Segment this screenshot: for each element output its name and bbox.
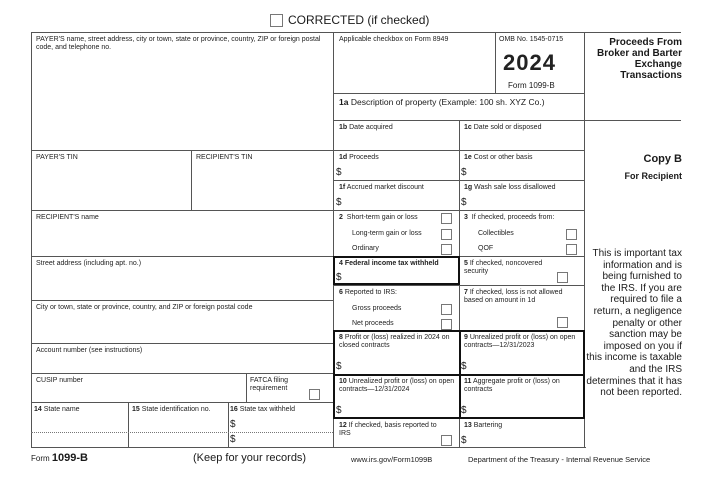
box-11-dollar: $ [461,405,467,416]
account-number-label: Account number (see instructions) [36,347,143,354]
cusip-label: CUSIP number [36,377,83,384]
box-1d-dollar: $ [336,167,342,178]
long-term-checkbox[interactable] [441,229,452,240]
box-1d-label: Proceeds [349,154,379,161]
box-1b-label: Date acquired [349,124,393,131]
box-9-label: Unrealized profit or (loss) on open contracts—12/31/2023 [464,334,576,349]
footer-form-label: Form 1099-B [31,452,88,464]
ordinary-checkbox[interactable] [441,244,452,255]
box-9-dollar: $ [461,361,467,372]
city-label: City or town, state or province, country, and ZIP or foreign postal code [36,304,253,311]
net-proceeds-checkbox[interactable] [441,319,452,330]
box-6-label: Reported to IRS: [344,289,397,296]
box-2-long-term-label: Long-term gain or loss [352,230,422,237]
box-10-dollar: $ [336,405,342,416]
footer-url: www.irs.gov/Form1099B [351,455,433,464]
box-1e-label: Cost or other basis [473,154,533,161]
box-2-label: Short-term gain or loss [346,214,418,221]
form-number-label: Form 1099-B [508,81,555,90]
box-13-dollar: $ [461,435,467,446]
box-13-label: Bartering [473,422,503,429]
box-4-dollar: $ [336,272,342,283]
form-8949-label: Applicable checkbox on Form 8949 [339,36,449,43]
box-6-gross-label: Gross proceeds [352,305,402,312]
tax-year: 2024 [503,50,556,75]
for-recipient-label: For Recipient [624,171,682,181]
box-16-dollar-2: $ [230,434,236,445]
box-5-label: If checked, noncovered security [464,260,543,275]
basis-reported-checkbox[interactable] [441,435,452,446]
box-3-label: If checked, proceeds from: [471,214,555,221]
box-3-collectibles-label: Collectibles [478,230,514,237]
collectibles-checkbox[interactable] [566,229,577,240]
form-title: Proceeds From Broker and Barter Exchange Transactions [596,37,682,81]
box-6-net-label: Net proceeds [352,320,394,327]
footer-keep-records: (Keep for your records) [193,452,307,464]
box-10-label: Unrealized profit or (loss) on open contracts—12/31/2024 [339,378,455,393]
corrected-label: CORRECTED (if checked) [288,13,430,27]
payer-tin-label: PAYER'S TIN [36,154,78,161]
box-15-label: State identification no. [141,406,211,413]
box-7-label: If checked, loss is not allowed based on amount in 1d [464,289,563,304]
box-1a-label: Description of property (Example: 100 sh. XYZ Co.) [350,97,545,107]
box-8-dollar: $ [336,361,342,372]
box-8-label: Profit or (loss) realized in 2024 on closed contracts [339,334,450,349]
omb-divider [495,32,496,93]
box-2-ordinary-label: Ordinary [352,245,379,252]
recipient-name-label: RECIPIENT'S name [36,214,99,221]
box-11-label: Aggregate profit or (loss) on contracts [464,378,560,393]
omb-number: OMB No. 1545-0715 [499,36,564,43]
box-16-dollar: $ [230,419,236,430]
box-4-label: Federal income tax withheld [344,260,439,267]
box-12-label: If checked, basis reported to IRS [339,422,437,437]
box-16-label: State tax withheld [239,406,296,413]
box-14-label: State name [43,406,80,413]
qof-checkbox[interactable] [566,244,577,255]
box-1g-label: Wash sale loss disallowed [474,184,556,191]
corrected-checkbox[interactable] [270,14,283,27]
payer-name-label: PAYER'S name, street address, city or town, state or province, country, ZIP or foreign postal code, and telephone no. [36,36,321,51]
street-address-label: Street address (including apt. no.) [36,260,142,267]
copy-b-label: Copy B [643,153,682,165]
irs-notice: This is important tax information and is being furnished to the IRS. If you are required to file a return, a negligence penalty or other sanction may be imposed on you if this income is taxable and the IRS determines that it has not been reported. [586,248,682,399]
short-term-checkbox[interactable] [441,213,452,224]
box-1e-dollar: $ [461,167,467,178]
gross-proceeds-checkbox[interactable] [441,304,452,315]
recipient-tin-label: RECIPIENT'S TIN [196,154,253,161]
fatca-checkbox[interactable] [309,389,320,400]
form-bottom-border [31,447,586,448]
form-left-border [31,32,32,447]
box-1g-dollar: $ [461,197,467,208]
fatca-label: FATCA filing requirement [250,377,288,392]
box-1f-label: Accrued market discount [346,184,424,191]
box-1c-label: Date sold or disposed [473,124,542,131]
footer-form-name: 1099-B [51,452,88,464]
loss-not-allowed-checkbox[interactable] [557,317,568,328]
box-1f-dollar: $ [336,197,342,208]
noncovered-checkbox[interactable] [557,272,568,283]
footer-department: Department of the Treasury - Internal Revenue Service [468,455,651,464]
box-3-qof-label: QOF [478,245,494,252]
